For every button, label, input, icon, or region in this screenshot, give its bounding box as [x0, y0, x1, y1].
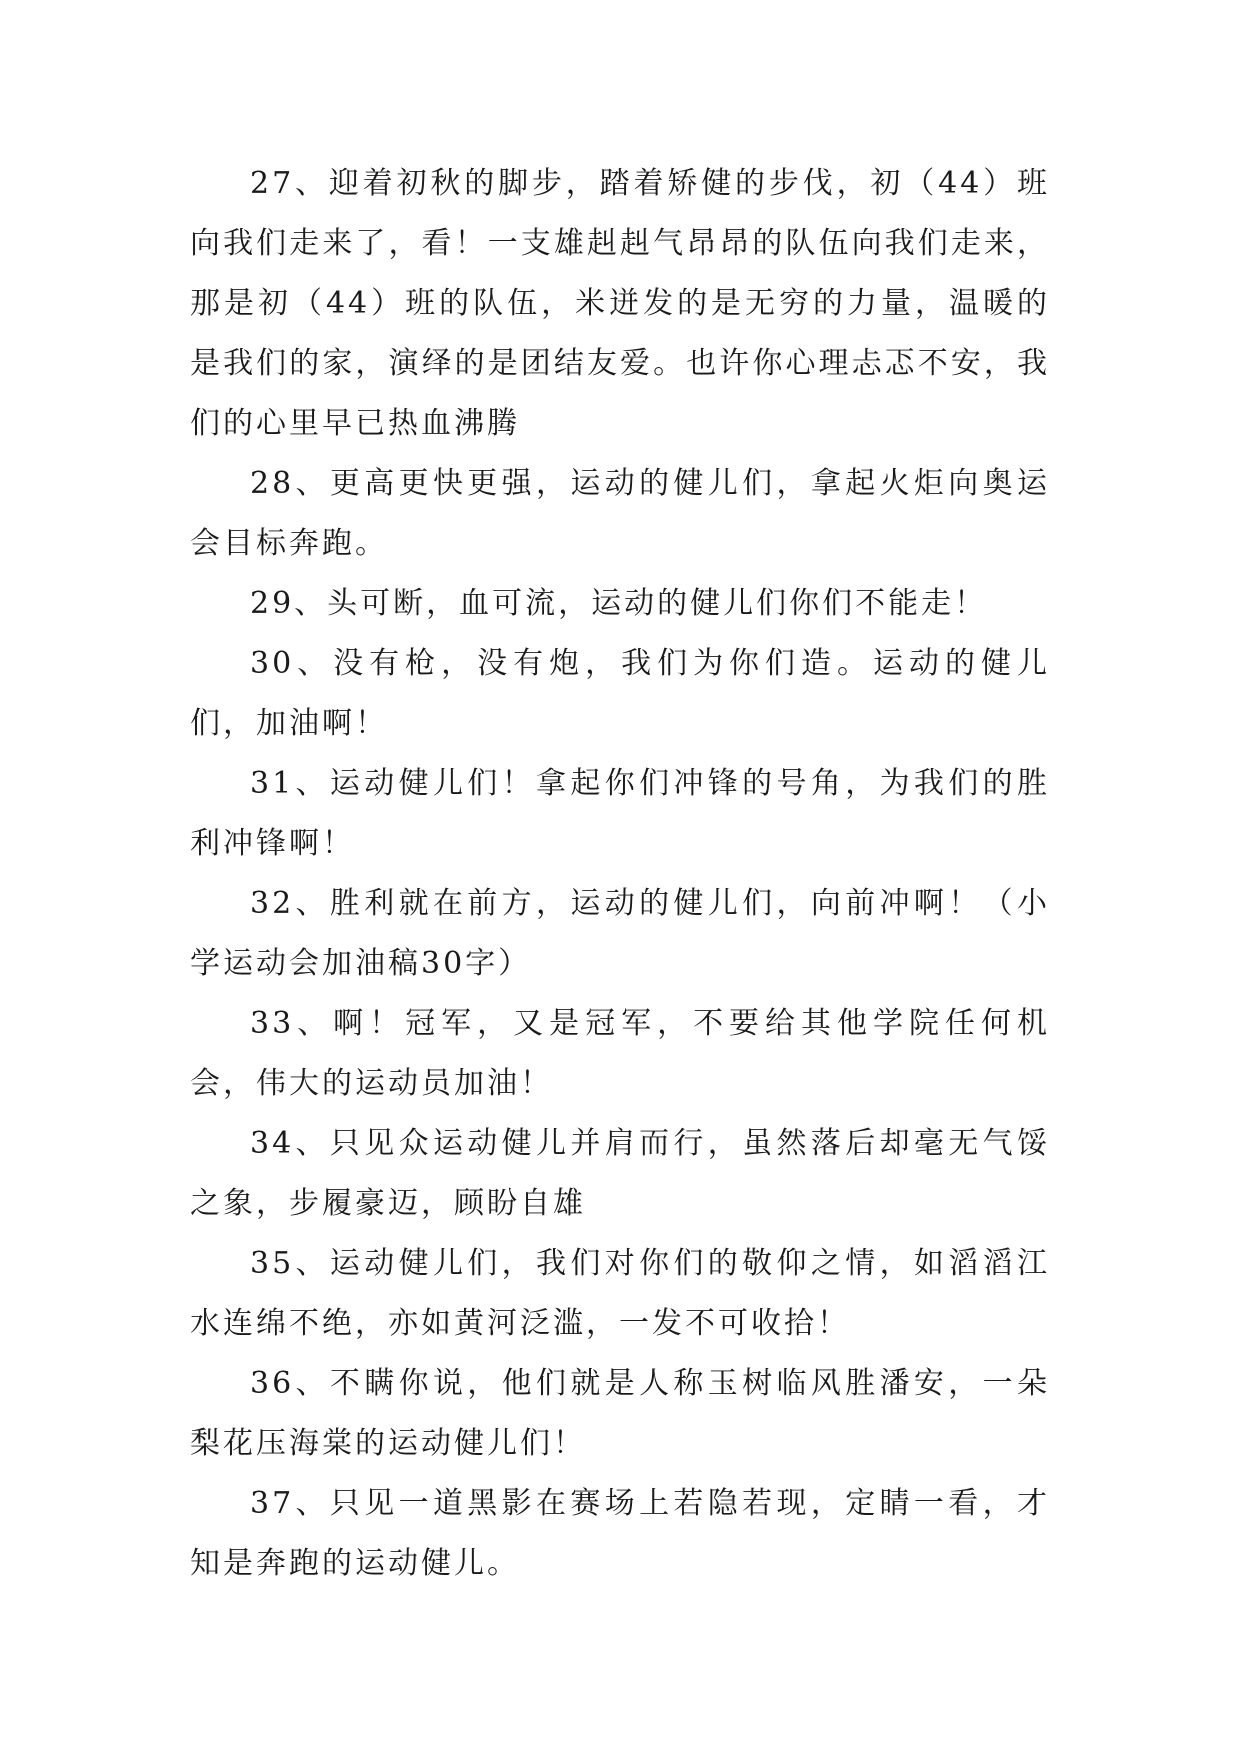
- paragraph-37: 37、只见一道黑影在赛场上若隐若现，定睛一看，才知是奔跑的运动健儿。: [190, 1486, 1050, 1581]
- paragraph-27: 27、迎着初秋的脚步，踏着矫健的步伐，初（44）班向我们走来了，看！一支雄赳赳气昂昂的队伍向我们走来，那是初（44）班的队伍，米迸发的是无穷的力量，温暖的是我们的家，演绎的是团结友爱。也许你心理忐忑不安，我们的心里早已热血沸腾: [190, 166, 1050, 441]
- paragraph-34: 34、只见众运动健儿并肩而行，虽然落后却毫无气馁之象，步履豪迈，顾盼自雄: [190, 1126, 1050, 1221]
- paragraph-32: 32、胜利就在前方，运动的健儿们，向前冲啊！（小学运动会加油稿30字）: [190, 886, 1050, 981]
- paragraph-31: 31、运动健儿们！拿起你们冲锋的号角，为我们的胜利冲锋啊！: [190, 766, 1050, 861]
- paragraph-28: 28、更高更快更强，运动的健儿们，拿起火炬向奥运会目标奔跑。: [190, 466, 1050, 561]
- document-body: [190, 154, 1050, 1594]
- paragraph-30: 30、没有枪，没有炮，我们为你们造。运动的健儿们，加油啊！: [190, 646, 1050, 741]
- paragraph-29: 29、头可断，血可流，运动的健儿们你们不能走！: [250, 586, 988, 621]
- paragraph-35: 35、运动健儿们，我们对你们的敬仰之情，如滔滔江水连绵不绝，亦如黄河泛滥，一发不可收拾！: [190, 1246, 1050, 1341]
- paragraph-36: 36、不瞒你说，他们就是人称玉树临风胜潘安，一朵梨花压海棠的运动健儿们！: [190, 1366, 1050, 1461]
- paragraph-33: 33、啊！冠军，又是冠军，不要给其他学院任何机会，伟大的运动员加油！: [190, 1006, 1050, 1101]
